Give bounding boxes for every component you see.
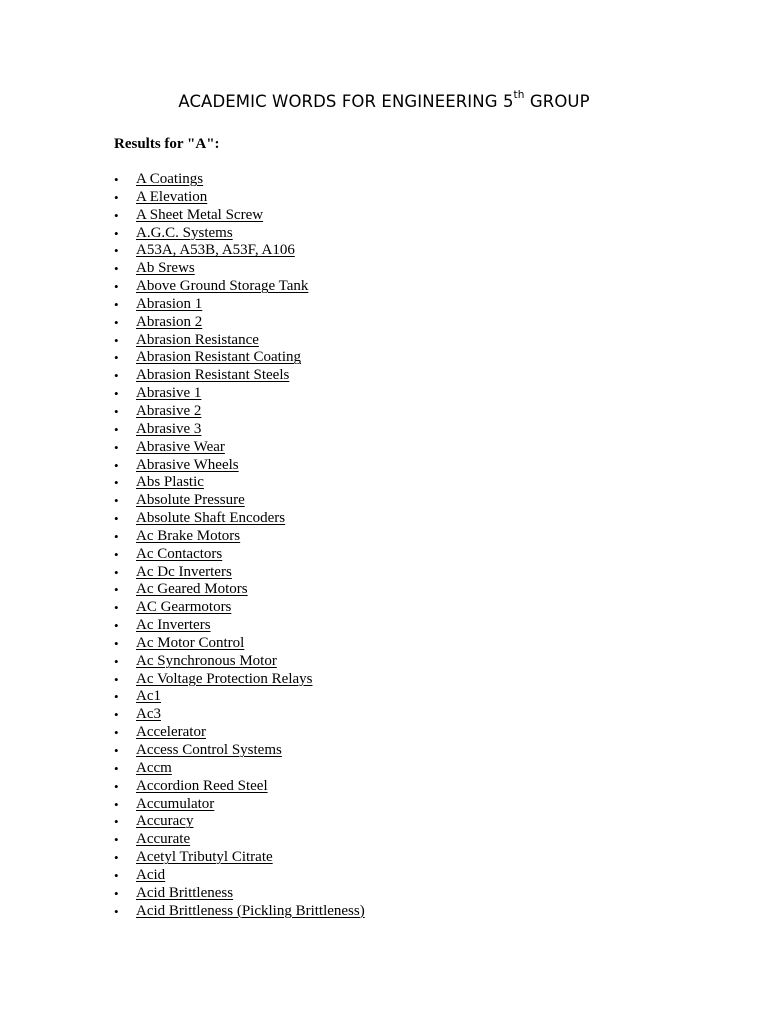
bullet-icon: • xyxy=(114,296,119,312)
title-suffix: GROUP xyxy=(524,92,590,111)
term-link[interactable]: Abrasive Wear xyxy=(136,438,225,455)
list-item xyxy=(114,706,365,724)
bullet-icon: • xyxy=(114,814,119,830)
term-link[interactable]: Absolute Shaft Encoders xyxy=(136,510,286,527)
list-item xyxy=(114,885,365,903)
list-item xyxy=(114,260,365,278)
list-item xyxy=(114,474,365,492)
list-item xyxy=(114,439,365,457)
term-link[interactable]: Accurate xyxy=(136,831,191,848)
list-item xyxy=(114,813,365,831)
list-item xyxy=(114,296,365,314)
list-item xyxy=(114,528,365,546)
bullet-icon: • xyxy=(114,279,119,295)
bullet-icon: • xyxy=(114,653,119,669)
list-item xyxy=(114,617,365,635)
list-item xyxy=(114,688,365,706)
list-item xyxy=(114,385,365,403)
bullet-icon: • xyxy=(114,618,119,634)
bullet-icon: • xyxy=(114,903,119,919)
bullet-icon: • xyxy=(114,511,119,527)
term-link[interactable]: Accuracy xyxy=(136,813,194,830)
term-link[interactable]: Abrasion Resistant Coating xyxy=(136,349,301,366)
bullet-icon: • xyxy=(114,350,119,366)
term-link[interactable]: Above Ground Storage Tank xyxy=(136,278,309,295)
bullet-icon: • xyxy=(114,546,119,562)
bullet-icon: • xyxy=(114,314,119,330)
term-link[interactable]: Acetyl Tributyl Citrate xyxy=(136,849,273,866)
bullet-icon: • xyxy=(114,832,119,848)
title-superscript: th xyxy=(513,89,525,101)
term-link[interactable]: Accordion Reed Steel xyxy=(136,777,268,794)
bullet-icon: • xyxy=(114,671,119,687)
term-link[interactable]: Abrasion Resistant Steels xyxy=(136,367,290,384)
term-link[interactable]: Acid Brittleness (Pickling Brittleness) xyxy=(136,902,365,919)
list-item xyxy=(114,278,365,296)
bullet-icon: • xyxy=(114,778,119,794)
list-item xyxy=(114,421,365,439)
term-link[interactable]: Abs Plastic xyxy=(136,474,204,491)
bullet-icon: • xyxy=(114,760,119,776)
list-item xyxy=(114,546,365,564)
list-item xyxy=(114,403,365,421)
term-link[interactable]: Ac Brake Motors xyxy=(136,527,241,544)
term-link[interactable]: Abrasive Wheels xyxy=(136,456,239,473)
term-link[interactable]: AC Gearmotors xyxy=(136,599,232,616)
bullet-icon: • xyxy=(114,582,119,598)
list-item xyxy=(114,760,365,778)
term-link[interactable]: Ac Inverters xyxy=(136,617,211,634)
term-link[interactable]: Accelerator xyxy=(136,724,206,741)
term-link[interactable]: Ac Voltage Protection Relays xyxy=(136,670,313,687)
term-link[interactable]: A.G.C. Systems xyxy=(136,224,233,241)
list-item xyxy=(114,796,365,814)
bullet-icon: • xyxy=(114,743,119,758)
bullet-icon: • xyxy=(114,243,119,259)
term-link[interactable]: Abrasive 1 xyxy=(136,385,202,402)
bullet-icon: • xyxy=(114,457,119,473)
term-link[interactable]: Absolute Pressure xyxy=(136,492,245,509)
term-link[interactable]: A Sheet Metal Screw xyxy=(136,206,264,223)
term-link[interactable]: Ac Contactors xyxy=(136,545,223,562)
bullet-icon: • xyxy=(114,439,119,455)
list-item xyxy=(114,225,365,243)
list-item xyxy=(114,510,365,528)
bullet-icon: • xyxy=(114,528,119,544)
bullet-icon: • xyxy=(114,386,119,402)
bullet-icon: • xyxy=(114,867,119,883)
term-link[interactable]: Ac3 xyxy=(136,706,161,723)
list-item xyxy=(114,171,365,189)
list-item xyxy=(114,457,365,475)
bullet-icon: • xyxy=(114,332,119,348)
bullet-icon: • xyxy=(114,885,119,901)
term-link[interactable]: A Coatings xyxy=(136,171,204,187)
list-item xyxy=(114,564,365,582)
term-link[interactable]: Ac Geared Motors xyxy=(136,581,248,598)
bullet-icon: • xyxy=(114,207,119,223)
term-link[interactable]: Ac Synchronous Motor xyxy=(136,652,277,669)
list-item xyxy=(114,724,365,742)
term-link[interactable]: Abrasive 2 xyxy=(136,402,202,419)
list-item xyxy=(114,492,365,510)
term-link[interactable]: Accm xyxy=(136,759,172,776)
bullet-icon: • xyxy=(114,635,119,651)
term-link[interactable]: A53A, A53B, A53F, A106 xyxy=(136,242,295,259)
list-item xyxy=(114,778,365,796)
term-link[interactable]: Ac Motor Control xyxy=(136,634,245,651)
bullet-icon: • xyxy=(114,189,119,205)
term-link[interactable]: Abrasion 1 xyxy=(136,295,203,312)
term-link[interactable]: Ac1 xyxy=(136,688,161,705)
list-item xyxy=(114,867,365,885)
term-link[interactable]: Ab Srews xyxy=(136,260,195,277)
list-item xyxy=(114,332,365,350)
bullet-icon: • xyxy=(114,725,119,741)
bullet-icon: • xyxy=(114,261,119,277)
list-item xyxy=(114,581,365,599)
bullet-icon: • xyxy=(114,368,119,384)
term-link[interactable]: Accumulator xyxy=(136,795,215,812)
document-title xyxy=(0,89,768,111)
bullet-icon: • xyxy=(114,600,119,616)
list-item xyxy=(114,242,365,260)
term-link[interactable]: A Elevation xyxy=(136,188,208,205)
list-item xyxy=(114,314,365,332)
bullet-icon: • xyxy=(114,796,119,812)
term-link[interactable]: Acid xyxy=(136,866,166,883)
list-item xyxy=(114,207,365,225)
term-link[interactable]: Abrasion 2 xyxy=(136,313,203,330)
term-link[interactable]: Access Control Systems xyxy=(136,742,282,758)
bullet-icon: • xyxy=(114,564,119,580)
list-item xyxy=(114,849,365,867)
list-item xyxy=(114,742,365,760)
term-list xyxy=(114,171,365,920)
bullet-icon: • xyxy=(114,493,119,509)
term-link[interactable]: Ac Dc Inverters xyxy=(136,563,232,580)
list-item xyxy=(114,599,365,617)
list-item xyxy=(114,831,365,849)
list-item xyxy=(114,367,365,385)
bullet-icon: • xyxy=(114,225,119,241)
bullet-icon: • xyxy=(114,172,119,187)
bullet-icon: • xyxy=(114,707,119,723)
list-item xyxy=(114,635,365,653)
list-item xyxy=(114,189,365,207)
bullet-icon: • xyxy=(114,403,119,419)
list-item xyxy=(114,671,365,689)
list-item xyxy=(114,349,365,367)
term-link[interactable]: Abrasive 3 xyxy=(136,420,202,437)
title-text: ACADEMIC WORDS FOR ENGINEERING 5 xyxy=(178,92,514,111)
bullet-icon: • xyxy=(114,689,119,705)
list-item xyxy=(114,653,365,671)
list-item xyxy=(114,903,365,921)
term-link[interactable]: Acid Brittleness xyxy=(136,884,234,901)
bullet-icon: • xyxy=(114,421,119,437)
bullet-icon: • xyxy=(114,850,119,866)
term-link[interactable]: Abrasion Resistance xyxy=(136,331,259,348)
bullet-icon: • xyxy=(114,475,119,491)
results-heading: Results for "A": xyxy=(114,136,220,152)
